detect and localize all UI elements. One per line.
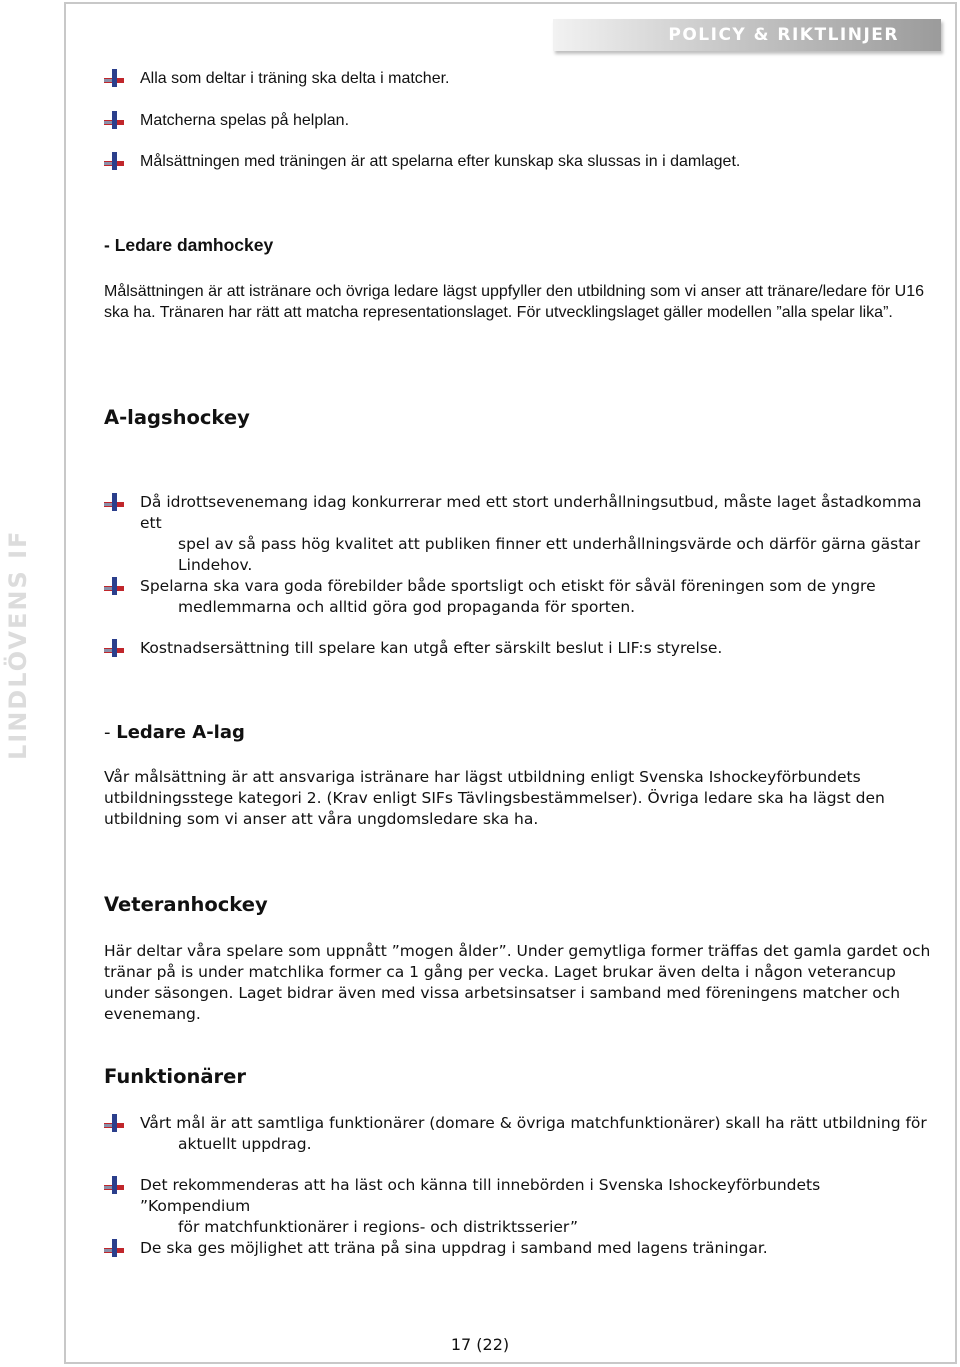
list-item-text: De ska ges möjlighet att träna på sina uppdrag i samband med lagens träningar. [140,1239,768,1257]
ledare-a-lag-prefix: - [104,722,117,743]
list-item-text: Vårt mål är att samtliga funktionärer (domare & övriga matchfunktionärer) skall ha rätt utbildning för [140,1114,927,1132]
bullet-icon [104,1175,140,1196]
list-item-text: Matcherna spelas på helplan. [140,112,350,129]
list-item-text: Alla som deltar i träning ska delta i matcher. [140,70,450,87]
a-lagshockey-heading: A-lagshockey [104,406,250,429]
list-item-text-continued: aktuellt uppdrag. [178,1135,312,1153]
list-item [104,1238,934,1259]
list-item [104,1113,934,1155]
bullet-icon [104,638,140,659]
list-item-text: Spelarna ska vara goda förebilder både sportsligt och etiskt för såväl föreningen som de yngre [140,577,876,595]
side-label: LINDLÖVENS IF [4,529,32,760]
list-item-text: Målsättningen med träningen är att spelarna efter kunskap ska slussas in i damlaget. [140,153,741,170]
list-item-text: Då idrottsevenemang idag konkurrerar med ett stort underhållningsutbud, måste laget åstadkomma ett [140,493,922,532]
bullet-icon [104,1238,140,1259]
list-item-text-continued: för matchfunktionärer i regions- och distriktsserier” [178,1218,578,1236]
list-item-text: Kostnadsersättning till spelare kan utgå efter särskilt beslut i LIF:s styrelse. [140,639,723,657]
bullet-icon [104,110,140,131]
bullet-icon [104,576,140,597]
bullet-icon [104,1113,140,1134]
ledare-a-lag-title: Ledare A-lag [116,722,245,743]
ledare-a-lag-heading [104,722,245,743]
list-item [104,151,934,172]
veteranhockey-text: Här deltar våra spelare som uppnått ”mogen ålder”. Under gemytliga former träffas det gamla gardet och tränar på is under matchlika former ca 1 gång per vecka. Laget brukar även delta i någon veterancup under säsongen. Laget bidrar även med vissa arbetsinsatser i samband med föreningens matcher och evenemang. [104,942,931,1023]
page-frame [64,2,957,1364]
list-item [104,1175,934,1238]
list-item [104,576,934,618]
veteranhockey-heading: Veteranhockey [104,893,268,916]
ledare-damhockey-heading: - Ledare damhockey [104,235,274,255]
header-banner [553,19,941,51]
funktionarer-heading: Funktionärer [104,1065,246,1088]
page-number: 17 (22) [450,1335,510,1354]
list-item-text-continued: spel av så pass hög kvalitet att publiken finner ett underhållningsvärde och därför gärna gästar Lindehov. [178,535,921,574]
list-item-text: Det rekommenderas att ha läst och känna till innebörden i Svenska Ishockeyförbundets ”Kompendium [140,1176,821,1215]
bullet-icon [104,68,140,89]
ledare-damhockey-text: Målsättningen är att istränare och övriga ledare lägst uppfyller den utbildning som vi anser att tränare/ledare för U16 ska ha. Tränaren har rätt att matcha representationslaget. För utvecklingslaget gäller modellen ”alla spelar lika”. [104,283,925,321]
list-item [104,638,934,659]
ledare-a-lag-text: Vår målsättning är att ansvariga istränare har lägst utbildning enligt Svenska Ishockeyförbundets utbildningsstege kategori 2. (Krav enligt SIFs Tävlingsbestämmelser). Övriga ledare ska ha lägst den utbildning som vi anser att våra ungdomsledare ska ha. [104,768,885,828]
list-item [104,68,934,89]
bullet-icon [104,492,140,513]
header-banner-text: POLICY & RIKTLINJER [668,25,899,45]
list-item [104,492,934,576]
list-item-text-continued: medlemmarna och alltid göra god propaganda för sporten. [178,598,636,616]
list-item [104,110,934,131]
bullet-icon [104,151,140,172]
